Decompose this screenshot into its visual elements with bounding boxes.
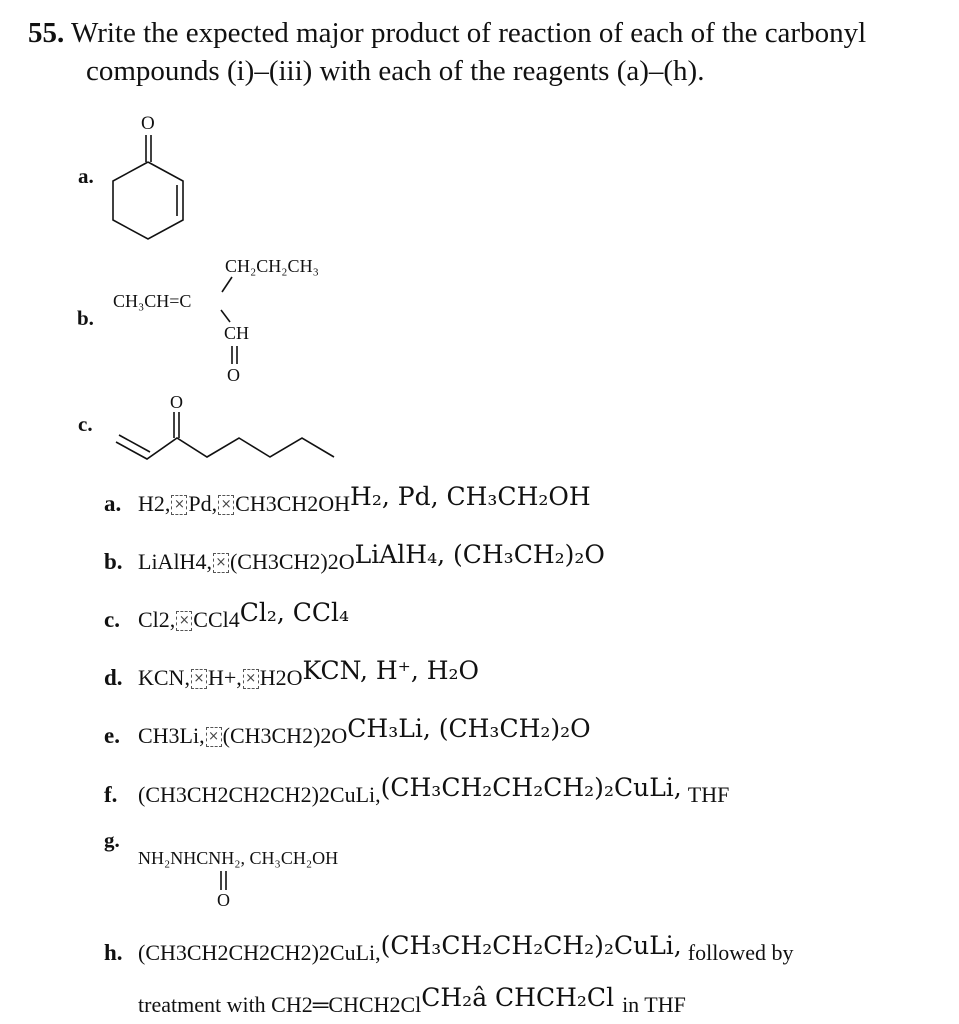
structure-b-ch: CH [224,323,250,343]
question-text-line2: compounds (i)–(iii) with each of the reagents (a)–(h). [86,55,705,87]
structure-a-label: a. [78,164,94,188]
reagent-f-formula: (CH₃CH₂CH₂CH₂)₂CuLi, [380,773,682,802]
reagent-f-text: (CH3CH2CH2CH2)2CuLi, [138,782,381,807]
reagent-a-text-1: H2, [138,491,171,516]
structure-c-oxygen: O [170,392,183,412]
reagent-a-label: a. [104,491,122,516]
reagent-b-formula: LiAlH₄, (CH₃CH₂)₂O [354,540,605,569]
structure-b-oxygen: O [227,365,240,385]
reagent-e-text-2: (CH3CH2)2O [222,723,348,748]
reagent-a-text-3: CH3CH2OH [235,491,351,516]
reagent-h-line2 [138,978,686,1018]
reagent-g-oxygen: O [217,890,230,910]
question-header [28,14,866,52]
reagent-e-text-1: CH3Li, [138,723,205,748]
reagent-d-text-2: H+, [207,665,242,690]
broken-image-icon: × [191,669,207,689]
broken-image-icon: × [243,669,259,689]
reagent-d-formula: KCN, H⁺, H₂O [302,656,480,685]
reagent-f-label: f. [104,782,118,807]
reagent-a-text-2: Pd, [188,491,218,516]
broken-image-icon: × [176,611,192,631]
question-number: 55. [28,17,65,49]
reagent-c-text-1: Cl2, [138,607,176,632]
reagent-a [104,477,591,517]
reagent-f-tail: THF [687,782,730,807]
broken-image-icon: × [218,495,234,515]
question-text-line1: Write the expected major product of reaction of each of the carbonyl [70,17,867,49]
structure-b-propyl: CH₂CH₂CH₃ [225,256,319,276]
reagent-b-text-2: (CH3CH2)2O [229,549,355,574]
reagent-b [104,535,605,575]
broken-image-icon: × [206,727,222,747]
reagent-h-line2-formula: CH₂â CHCH₂Cl [421,983,615,1012]
reagent-e-label: e. [104,723,120,748]
structure-b-label: b. [77,306,94,330]
structure-c-vinyl-ketone [110,390,350,470]
broken-image-icon: × [171,495,187,515]
structure-b-unsaturated-aldehyde [105,250,355,390]
reagent-c [104,593,349,633]
broken-image-icon: × [213,553,229,573]
reagent-g-semicarbazide [136,840,436,915]
reagent-d [104,651,479,691]
reagent-d-text-1: KCN, [138,665,190,690]
reagent-h-formula: (CH₃CH₂CH₂CH₂)₂CuLi, [380,931,682,960]
reagent-f [104,768,729,808]
structure-b-alkene: CH₃CH=C [113,291,192,311]
reagent-h-line2-text: treatment with CH2═CHCH2Cl [138,992,422,1017]
reagent-c-label: c. [104,607,120,632]
reagent-g-label: g. [104,828,120,852]
reagent-h-label: h. [104,940,123,965]
reagent-h-line2-tail: in THF [622,992,686,1017]
reagent-c-formula: Cl₂, CCl₄ [239,598,350,627]
reagent-c-text-2: CCl4 [193,607,240,632]
reagent-h-text: (CH3CH2CH2CH2)2CuLi, [138,940,381,965]
reagent-h-tail: followed by [687,940,794,965]
reagent-e-formula: CH₃Li, (CH₃CH₂)₂O [347,714,591,743]
reagent-h [104,926,793,966]
structure-c-label: c. [78,412,93,436]
reagent-g-formula: NH₂NHCNH₂, CH₃CH₂OH [138,848,339,868]
reagent-d-label: d. [104,665,123,690]
structure-a-cyclohexenone [100,105,210,245]
reagent-b-label: b. [104,549,123,574]
reagent-b-text-1: LiAlH4, [138,549,212,574]
structure-a-oxygen: O [141,113,155,134]
reagent-a-formula: H₂, Pd, CH₃CH₂OH [350,482,591,511]
reagent-e [104,709,591,749]
reagent-d-text-3: H2O [259,665,303,690]
